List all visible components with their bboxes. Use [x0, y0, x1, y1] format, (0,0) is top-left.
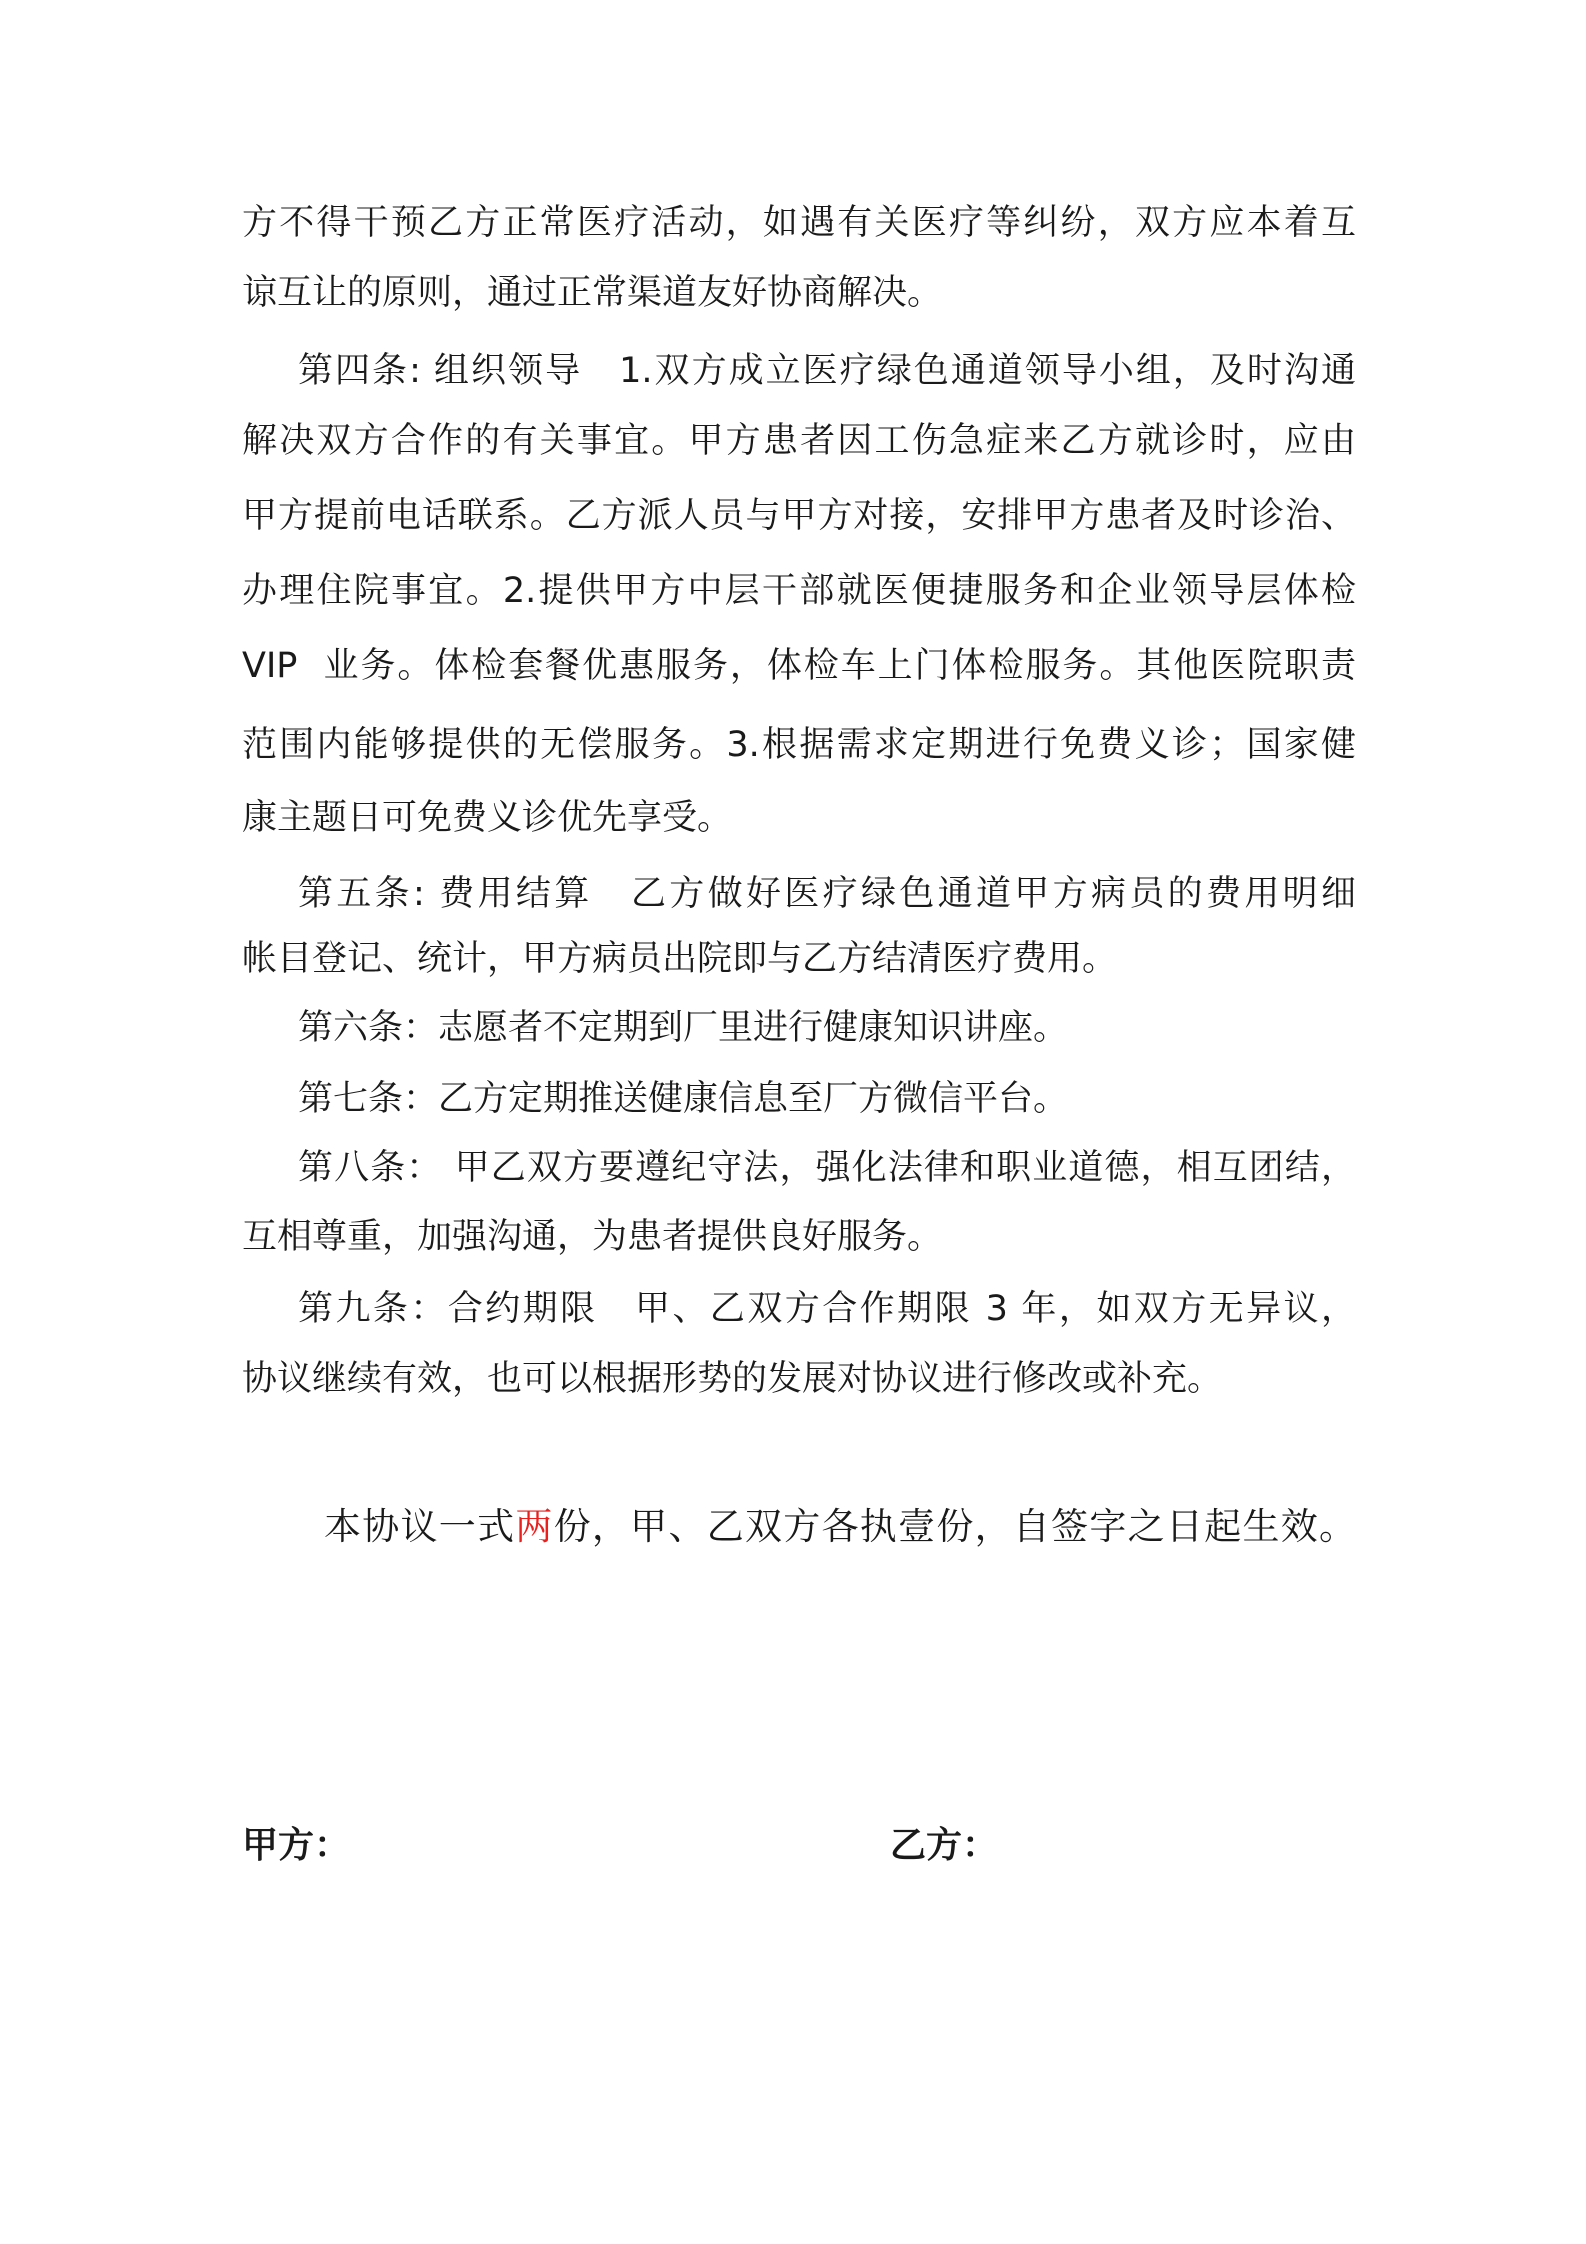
text-line: 方不得干预乙方正常医疗活动，如遇有关医疗等纠纷，双方应本着互	[242, 203, 1356, 243]
article-9-heading-line: 第九条：合约期限 甲、乙双方合作期限 3 年，如双方无异议，	[298, 1289, 1356, 1329]
closing-text-before: 本协议一式	[324, 1505, 516, 1548]
closing-highlight: 两	[515, 1505, 554, 1548]
text-line: 办理住院事宜。2.提供甲方中层干部就医便捷服务和企业领导层体检	[242, 571, 1356, 611]
text-line: 帐目登记、统计，甲方病员出院即与乙方结清医疗费用。	[242, 939, 1118, 979]
closing-statement	[324, 1500, 1356, 1554]
party-a-signature-label: 甲方：	[242, 1825, 351, 1866]
text-line: 协议继续有效，也可以根据形势的发展对协议进行修改或补充。	[242, 1359, 1223, 1399]
text-line: 互相尊重，加强沟通，为患者提供良好服务。	[242, 1217, 943, 1257]
article-8-heading-line: 第八条： 甲乙双方要遵纪守法，强化法律和职业道德，相互团结，	[298, 1148, 1356, 1188]
article-4-heading-line: 第四条: 组织领导 1.双方成立医疗绿色通道领导小组，及时沟通	[298, 351, 1356, 391]
article-7-line: 第七条：乙方定期推送健康信息至厂方微信平台。	[298, 1079, 1069, 1119]
text-line: 甲方提前电话联系。乙方派人员与甲方对接，安排甲方患者及时诊治、	[242, 496, 1356, 536]
text-line: 解决双方合作的有关事宜。甲方患者因工伤急症来乙方就诊时，应由	[242, 421, 1356, 461]
party-b-signature-label: 乙方：	[890, 1825, 999, 1866]
text-line: 范围内能够提供的无偿服务。3.根据需求定期进行免费义诊；国家健	[242, 725, 1356, 765]
closing-text-after: 份，甲、乙双方各执壹份，自签字之日起生效。	[553, 1505, 1357, 1548]
article-6-line: 第六条：志愿者不定期到厂里进行健康知识讲座。	[298, 1008, 1069, 1048]
text-line: 康主题日可免费义诊优先享受。	[242, 798, 733, 838]
text-line: 谅互让的原则，通过正常渠道友好协商解决。	[242, 273, 943, 313]
text-line: VIP 业务。体检套餐优惠服务，体检车上门体检服务。其他医院职责	[242, 646, 1356, 686]
article-5-heading-line: 第五条: 费用结算 乙方做好医疗绿色通道甲方病员的费用明细	[298, 874, 1356, 914]
